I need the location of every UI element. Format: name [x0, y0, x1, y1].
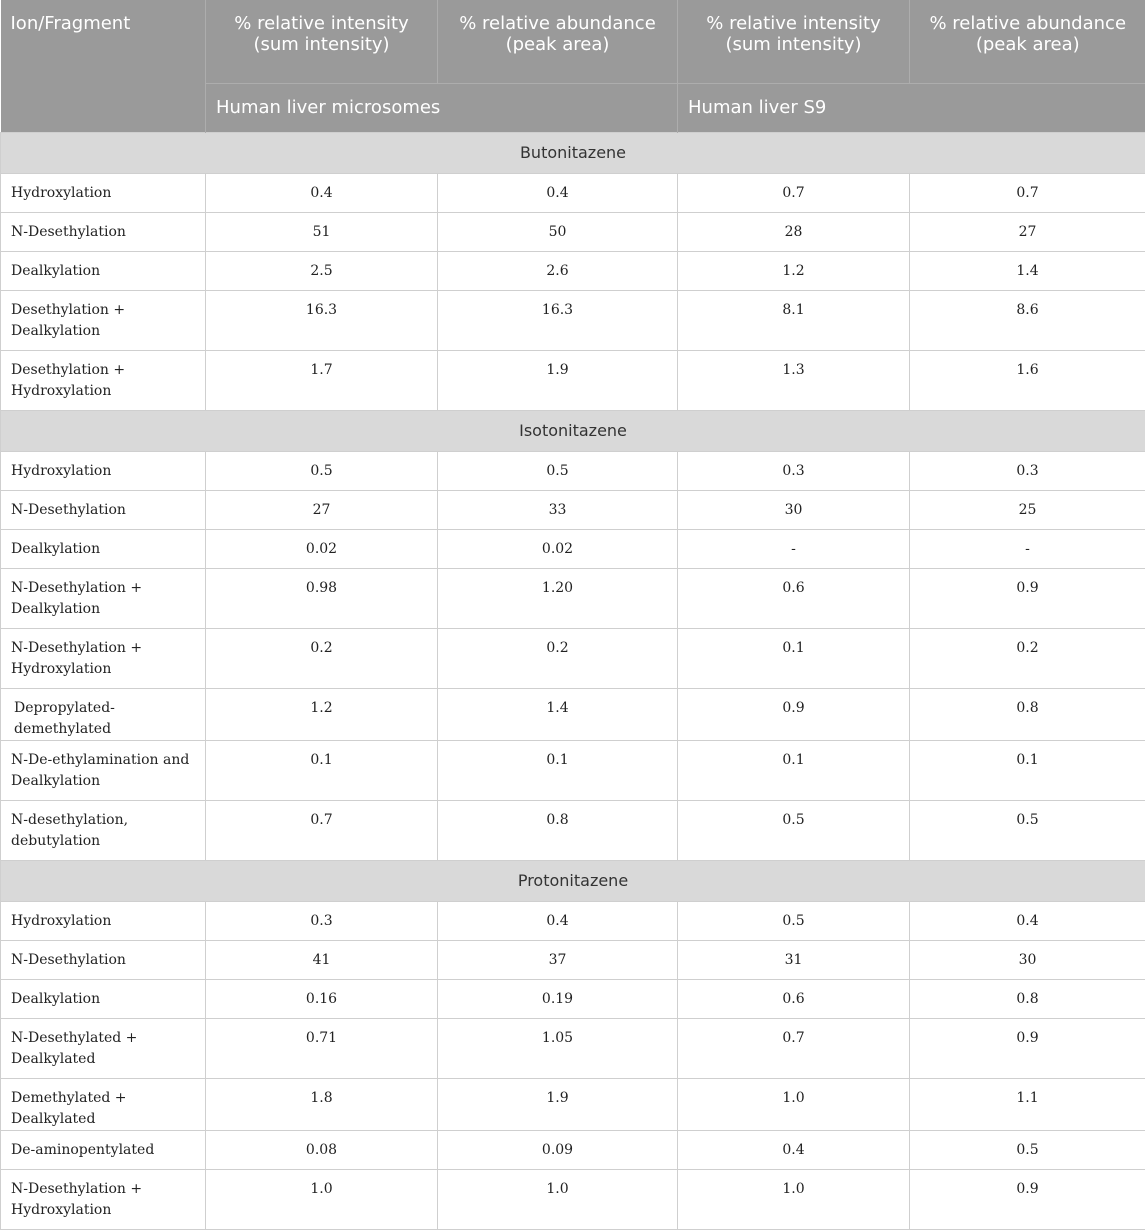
header-hlm-relative-abundance: [438, 0, 678, 83]
hlm-sum-intensity-value: 0.16: [206, 979, 438, 1018]
ion-fragment-label: Hydroxylation: [1, 451, 206, 490]
table-row: [1, 688, 1145, 740]
hlm-sum-intensity-value: 0.08: [206, 1130, 438, 1169]
hlm-peak-area-value: 1.05: [438, 1018, 678, 1078]
s9-sum-intensity-value: 1.0: [678, 1169, 910, 1229]
s9-sum-intensity-value: 0.4: [678, 1130, 910, 1169]
ion-fragment-label: N-Desethylation + Hydroxylation: [1, 1169, 206, 1229]
s9-peak-area-value: 1.4: [910, 251, 1145, 290]
hlm-peak-area-value: 0.4: [438, 173, 678, 212]
hlm-peak-area-value: 0.5: [438, 451, 678, 490]
s9-peak-area-value: 0.2: [910, 628, 1145, 688]
header-line: % relative abundance: [929, 13, 1126, 34]
table-row: [1, 568, 1145, 628]
hlm-sum-intensity-value: 1.0: [206, 1169, 438, 1229]
ion-fragment-label: N-Desethylation: [1, 940, 206, 979]
s9-sum-intensity-value: 0.1: [678, 740, 910, 800]
ion-fragment-label: Hydroxylation: [1, 173, 206, 212]
hlm-peak-area-value: 2.6: [438, 251, 678, 290]
section-row: [1, 132, 1145, 173]
ion-fragment-label: Demethylated + Dealkylated: [1, 1078, 206, 1130]
s9-peak-area-value: 0.3: [910, 451, 1145, 490]
s9-sum-intensity-value: 0.7: [678, 1018, 910, 1078]
hlm-peak-area-value: 0.2: [438, 628, 678, 688]
header-line: (sum intensity): [253, 34, 389, 55]
section-row: [1, 410, 1145, 451]
ion-fragment-label: N-desethylation, debutylation: [1, 800, 206, 860]
s9-peak-area-value: 27: [910, 212, 1145, 251]
header-line: % relative abundance: [459, 13, 656, 34]
hlm-sum-intensity-value: 0.7: [206, 800, 438, 860]
table-row: [1, 350, 1145, 410]
s9-sum-intensity-value: 8.1: [678, 290, 910, 350]
hlm-peak-area-value: 1.9: [438, 1078, 678, 1130]
s9-sum-intensity-value: 0.3: [678, 451, 910, 490]
hlm-sum-intensity-value: 0.5: [206, 451, 438, 490]
s9-peak-area-value: 0.8: [910, 688, 1145, 740]
ion-fragment-label: N-Desethylation + Hydroxylation: [1, 628, 206, 688]
ion-fragment-label: Dealkylation: [1, 251, 206, 290]
hlm-sum-intensity-value: 0.2: [206, 628, 438, 688]
s9-sum-intensity-value: 1.2: [678, 251, 910, 290]
header-line: (peak area): [976, 34, 1080, 55]
s9-peak-area-value: 0.4: [910, 901, 1145, 940]
table-row: [1, 940, 1145, 979]
hlm-sum-intensity-value: 2.5: [206, 251, 438, 290]
hlm-sum-intensity-value: 0.1: [206, 740, 438, 800]
hlm-sum-intensity-value: 0.71: [206, 1018, 438, 1078]
hlm-peak-area-value: 1.0: [438, 1169, 678, 1229]
header-line: % relative intensity: [234, 13, 408, 34]
ion-fragment-label: N-Desethylated + Dealkylated: [1, 1018, 206, 1078]
header-spacer: [1, 83, 206, 132]
hlm-peak-area-value: 1.20: [438, 568, 678, 628]
table-row: [1, 290, 1145, 350]
hlm-peak-area-value: 0.02: [438, 529, 678, 568]
hlm-sum-intensity-value: 0.02: [206, 529, 438, 568]
s9-peak-area-value: 0.5: [910, 1130, 1145, 1169]
ion-fragment-label: Dealkylation: [1, 529, 206, 568]
hlm-sum-intensity-value: 16.3: [206, 290, 438, 350]
ion-fragment-label: N-De-ethylamination and Dealkylation: [1, 740, 206, 800]
hlm-sum-intensity-value: 0.98: [206, 568, 438, 628]
hlm-peak-area-value: 16.3: [438, 290, 678, 350]
ion-fragment-label: Hydroxylation: [1, 901, 206, 940]
header-hlm-relative-intensity: [206, 0, 438, 83]
header-group-human-liver-microsomes: Human liver microsomes: [206, 83, 678, 132]
table-row: [1, 173, 1145, 212]
table-row: [1, 490, 1145, 529]
s9-sum-intensity-value: 28: [678, 212, 910, 251]
s9-peak-area-value: 1.6: [910, 350, 1145, 410]
header-group-human-liver-s9: Human liver S9: [678, 83, 1145, 132]
table-body: [1, 132, 1145, 1229]
header-line: (peak area): [506, 34, 610, 55]
s9-sum-intensity-value: 1.3: [678, 350, 910, 410]
s9-peak-area-value: 0.9: [910, 1169, 1145, 1229]
ion-fragment-label: N-Desethylation: [1, 490, 206, 529]
table-row: [1, 1169, 1145, 1229]
ion-fragment-label: Desethylation + Hydroxylation: [1, 350, 206, 410]
s9-peak-area-value: 1.1: [910, 1078, 1145, 1130]
s9-sum-intensity-value: 0.5: [678, 800, 910, 860]
hlm-peak-area-value: 0.09: [438, 1130, 678, 1169]
hlm-sum-intensity-value: 1.2: [206, 688, 438, 740]
header-s9-relative-abundance: [910, 0, 1145, 83]
ion-fragment-label: Desethylation + Dealkylation: [1, 290, 206, 350]
hlm-peak-area-value: 50: [438, 212, 678, 251]
s9-sum-intensity-value: 0.6: [678, 979, 910, 1018]
s9-sum-intensity-value: 0.7: [678, 173, 910, 212]
s9-peak-area-value: 0.1: [910, 740, 1145, 800]
section-title: Butonitazene: [1, 132, 1145, 173]
s9-sum-intensity-value: 30: [678, 490, 910, 529]
s9-sum-intensity-value: -: [678, 529, 910, 568]
s9-peak-area-value: 0.7: [910, 173, 1145, 212]
hlm-peak-area-value: 0.4: [438, 901, 678, 940]
ion-fragment-label: Depropylated-demethylated: [1, 688, 206, 740]
header-line: % relative intensity: [706, 13, 880, 34]
section-title: Isotonitazene: [1, 410, 1145, 451]
table-row: [1, 1018, 1145, 1078]
s9-sum-intensity-value: 0.9: [678, 688, 910, 740]
table-row: [1, 529, 1145, 568]
hlm-peak-area-value: 1.9: [438, 350, 678, 410]
s9-peak-area-value: 0.5: [910, 800, 1145, 860]
s9-peak-area-value: -: [910, 529, 1145, 568]
header-ion-fragment: Ion/Fragment: [1, 0, 206, 83]
section-title: Protonitazene: [1, 860, 1145, 901]
header-s9-relative-intensity: [678, 0, 910, 83]
s9-peak-area-value: 25: [910, 490, 1145, 529]
header-line: (sum intensity): [725, 34, 861, 55]
hlm-peak-area-value: 0.19: [438, 979, 678, 1018]
table-row: [1, 1078, 1145, 1130]
hlm-sum-intensity-value: 27: [206, 490, 438, 529]
s9-peak-area-value: 30: [910, 940, 1145, 979]
table-row: [1, 979, 1145, 1018]
table-header: [1, 0, 1145, 132]
table-row: [1, 800, 1145, 860]
hlm-sum-intensity-value: 1.7: [206, 350, 438, 410]
s9-sum-intensity-value: 0.6: [678, 568, 910, 628]
hlm-peak-area-value: 1.4: [438, 688, 678, 740]
hlm-peak-area-value: 37: [438, 940, 678, 979]
s9-sum-intensity-value: 0.1: [678, 628, 910, 688]
ion-fragment-label: N-Desethylation + Dealkylation: [1, 568, 206, 628]
hlm-sum-intensity-value: 51: [206, 212, 438, 251]
ion-fragment-label: N-Desethylation: [1, 212, 206, 251]
s9-sum-intensity-value: 31: [678, 940, 910, 979]
hlm-peak-area-value: 0.8: [438, 800, 678, 860]
table-row: [1, 628, 1145, 688]
table-row: [1, 451, 1145, 490]
hlm-sum-intensity-value: 41: [206, 940, 438, 979]
hlm-peak-area-value: 0.1: [438, 740, 678, 800]
s9-peak-area-value: 0.8: [910, 979, 1145, 1018]
s9-peak-area-value: 0.9: [910, 1018, 1145, 1078]
hlm-peak-area-value: 33: [438, 490, 678, 529]
hlm-sum-intensity-value: 1.8: [206, 1078, 438, 1130]
table-row: [1, 901, 1145, 940]
ion-fragment-label: De-aminopentylated: [1, 1130, 206, 1169]
ion-fragment-label: Dealkylation: [1, 979, 206, 1018]
s9-sum-intensity-value: 0.5: [678, 901, 910, 940]
table-row: [1, 251, 1145, 290]
s9-peak-area-value: 0.9: [910, 568, 1145, 628]
section-row: [1, 860, 1145, 901]
s9-peak-area-value: 8.6: [910, 290, 1145, 350]
hlm-sum-intensity-value: 0.3: [206, 901, 438, 940]
table-row: [1, 212, 1145, 251]
hlm-sum-intensity-value: 0.4: [206, 173, 438, 212]
table-row: [1, 1130, 1145, 1169]
s9-sum-intensity-value: 1.0: [678, 1078, 910, 1130]
table-row: [1, 740, 1145, 800]
